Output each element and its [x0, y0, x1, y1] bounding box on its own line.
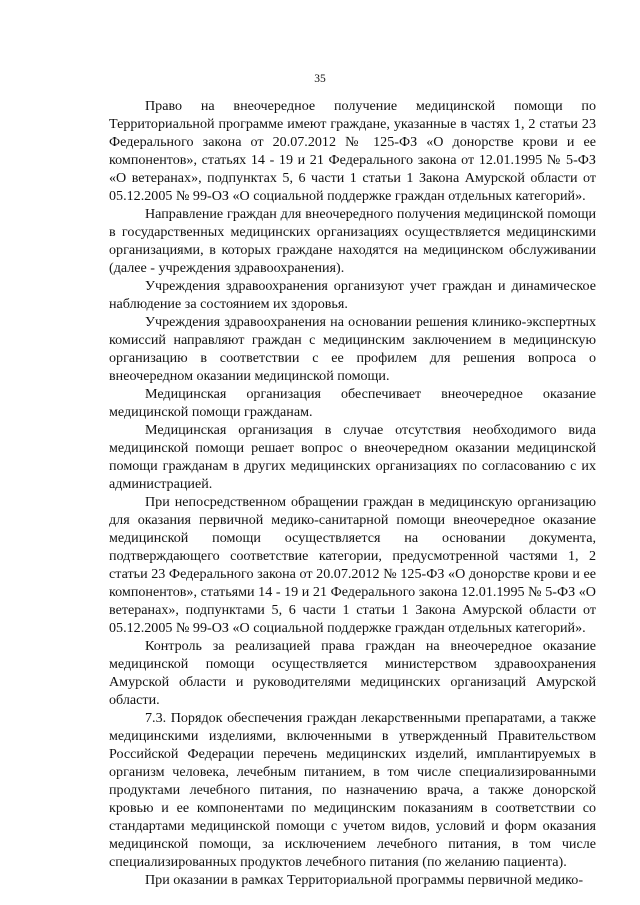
document-body — [109, 97, 596, 889]
paragraph-registration-monitoring: Учреждения здравоохранения организуют учет граждан и динамическое наблюдение за состоянием их здоровья. — [109, 278, 596, 312]
paragraph-commission-referral: Учреждения здравоохранения на основании решения клинико-экспертных комиссий направляют граждан с медицинским заключением в медицинскую организацию в соответствии с ее профилем для решения вопроса о внеочередном оказании медицинской помощи. — [109, 314, 596, 384]
paragraph-section-7-3: 7.3. Порядок обеспечения граждан лекарственными препаратами, а также медицинскими изделиями, включенными в утвержденный Правительством Российской Федерации перечень медицинских изделий, имплантируемых в организм человека, лечебным питанием, в том числе специализированными продуктами лечебного питания, по назначению врача, а также донорской кровью и ее компонентами по медицинским показаниям в соответствии со стандартами медицинской помощи с учетом видов, условий и форм оказания медицинской помощи, за исключением лечебного питания, в том числе специализированных продуктов лечебного питания (по желанию пациента). — [109, 710, 596, 870]
paragraph-referral-procedure: Направление граждан для внеочередного получения медицинской помощи в государственных медицинских организациях осуществляется медицинскими организациями, в которых граждане находятся на медицинском обслуживании (далее - учреждения здравоохранения). — [109, 206, 596, 276]
paragraph-control: Контроль за реализацией права граждан на внеочередное оказание медицинской помощи осуществляется министерством здравоохранения Амурской области и руководителями медицинских организаций Амурской области. — [109, 638, 596, 708]
paragraph-organization-provides: Медицинская организация обеспечивает внеочередное оказание медицинской помощи гражданам. — [109, 386, 596, 420]
paragraph-right-to-priority-care: Право на внеочередное получение медицинской помощи по Территориальной программе имеют граждане, указанные в частях 1, 2 статьи 23 Федерального закона от 20.07.2012 № 125-ФЗ «О донорстве крови и ее компонентов», статьях 14 - 19 и 21 Федерального закона от 12.01.1995 № 5-ФЗ «О ветеранах», подпунктах 5, 6 части 1 статьи 1 Закона Амурской области от 05.12.2005 № 99-ОЗ «О социальной поддержке граждан отдельных категорий». — [109, 98, 596, 204]
page-number: 35 — [314, 73, 326, 85]
paragraph-direct-appeal: При непосредственном обращении граждан в медицинскую организацию для оказания первичной медико-санитарной помощи внеочередное оказание медицинской помощи осуществляется на основании документа, подтверждающего соответствие категории, предусмотренной частями 1, 2 статьи 23 Федерального закона от 20.07.2012 № 125-ФЗ «О донорстве крови и ее компонентов», статьями 14 - 19 и 21 Федерального закона 12.01.1995 № 5-ФЗ «О ветеранах», подпунктами 5, 6 части 1 статьи 1 Закона Амурской области от 05.12.2005 № 99-ОЗ «О социальной поддержке граждан отдельных категорий». — [109, 494, 596, 636]
paragraph-other-organizations: Медицинская организация в случае отсутствия необходимого вида медицинской помощи решает вопрос о внеочередном оказании медицинской помощи гражданам в других медицинских организациях по согласованию с их администрацией. — [109, 422, 596, 492]
paragraph-primary-care-continuation: При оказании в рамках Территориальной программы первичной медико- — [145, 872, 584, 888]
